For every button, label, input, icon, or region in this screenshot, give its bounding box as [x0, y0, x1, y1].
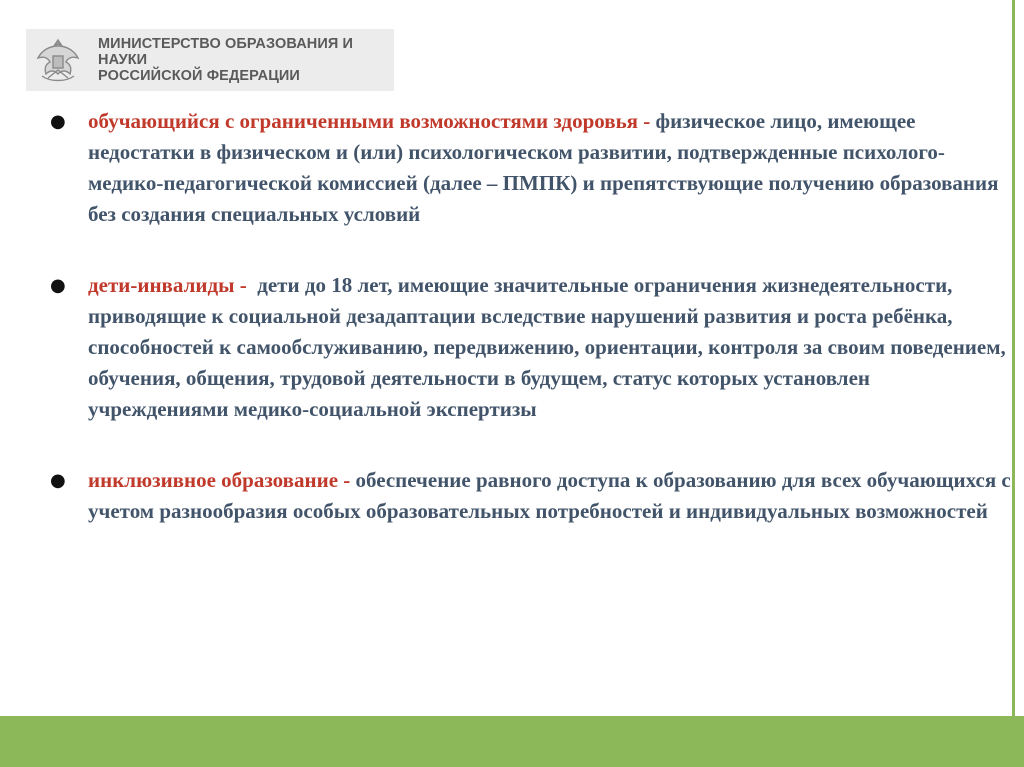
ministry-logo-block [26, 29, 394, 91]
ministry-name [98, 36, 394, 84]
term: обучающийся с ограниченными возможностями здоровья [88, 109, 639, 133]
list-item [40, 465, 1015, 527]
list-item [40, 270, 1015, 425]
term-separator: - [638, 109, 656, 133]
term-separator: - [338, 468, 356, 492]
bullet-icon: ● [50, 111, 66, 132]
bottom-accent-bar [0, 716, 1024, 767]
definitions-list [40, 106, 1015, 527]
list-item [40, 106, 1015, 230]
slide-top-edge [0, 0, 1024, 8]
bullet-icon: ● [50, 470, 66, 491]
term: инклюзивное образование [88, 468, 339, 492]
coat-of-arms-icon [32, 34, 84, 86]
ministry-name-line2: РОССИЙСКОЙ ФЕДЕРАЦИИ [98, 68, 300, 84]
ministry-name-line1: МИНИСТЕРСТВО ОБРАЗОВАНИЯ И НАУКИ [98, 36, 354, 68]
term-separator: - [234, 273, 258, 297]
definition: обеспечение равного доступа к образованию для всех обучающихся с учетом разнообразия особых образовательных потребностей и индивидуальных возможностей [88, 468, 1011, 523]
term: дети-инвалиды [88, 273, 235, 297]
bullet-icon: ● [50, 275, 66, 296]
definition: дети до 18 лет, имеющие значительные ограничения жизнедеятельности, приводящие к социальной дезадаптации вследствие нарушений развития и роста ребёнка, способностей к самообслуживанию, передвижению, ориентации, контроля за своим поведением, обучения, общения, трудовой деятельности в будущем, статус которых установлен учреждениями медико-социальной экспертизы [88, 273, 1006, 421]
definition: физическое лицо, имеющее недостатки в физическом и (или) психологическом развитии, подтвержденные психолого-медико-педагогической комиссией (далее – ПМПК) и препятствующие получению образования без создания специальных условий [88, 109, 999, 226]
